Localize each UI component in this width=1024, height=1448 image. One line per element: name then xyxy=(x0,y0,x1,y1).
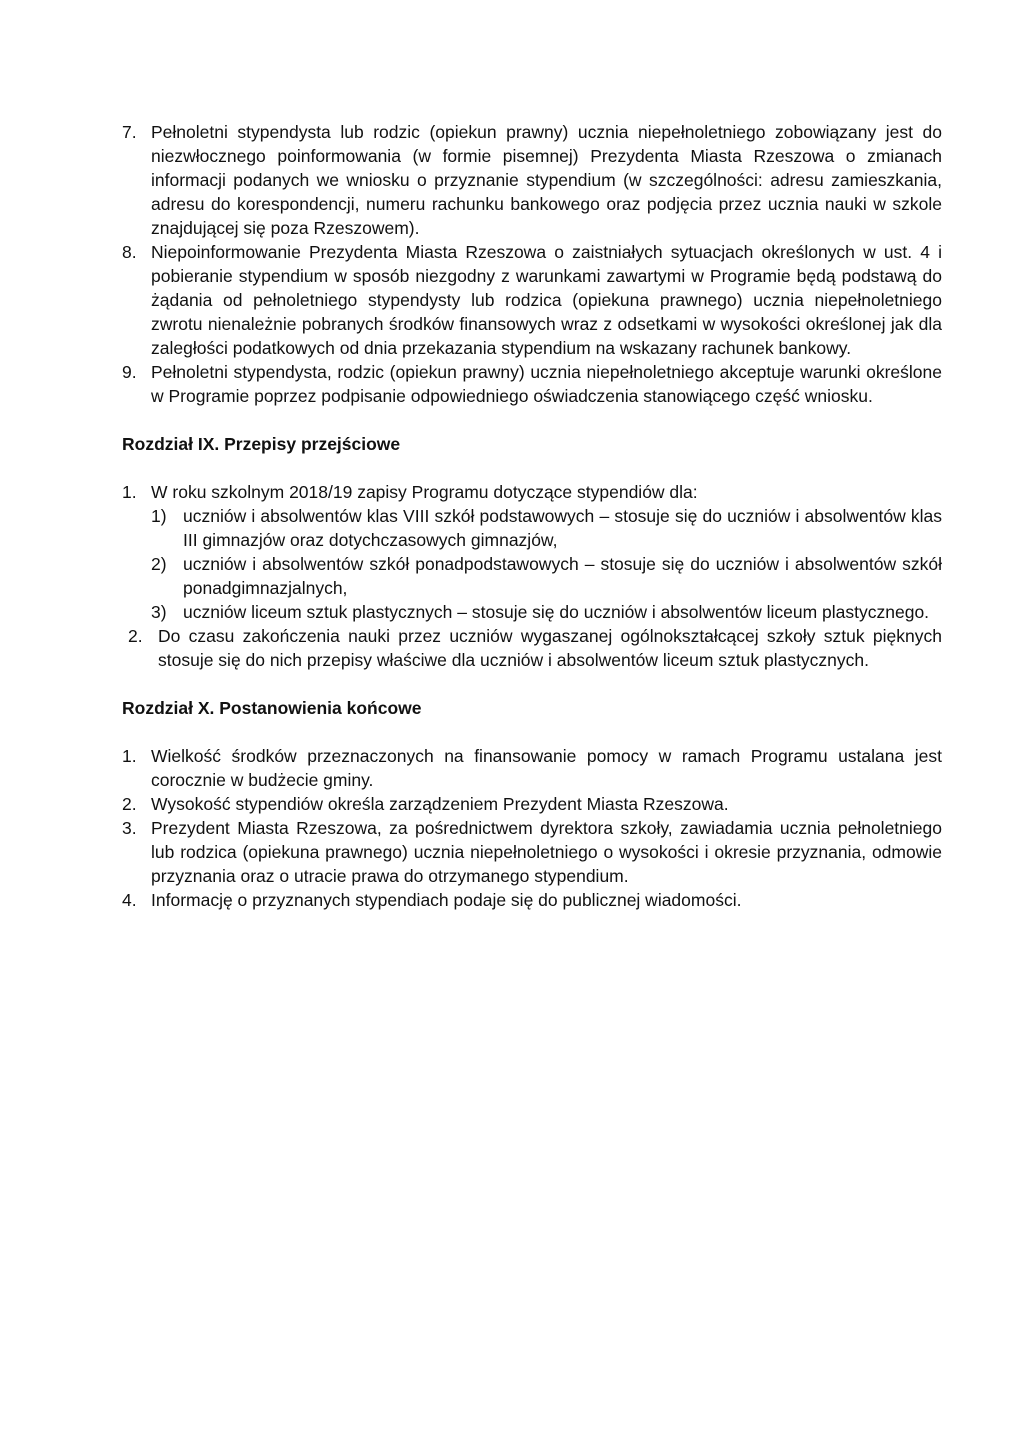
item-number: 3. xyxy=(122,818,137,838)
list-item xyxy=(122,744,942,792)
item-text: Informację o przyznanych stypendiach podaje się do publicznej wiadomości. xyxy=(151,890,742,910)
item-number: 1. xyxy=(122,746,137,766)
item-text: W roku szkolnym 2018/19 zapisy Programu dotyczące stypendiów dla: xyxy=(151,482,698,502)
list-item xyxy=(122,888,942,912)
list-item xyxy=(122,120,942,240)
item-number: 4. xyxy=(122,890,137,910)
item-number: 2. xyxy=(128,626,143,646)
item-text: Pełnoletni stypendysta lub rodzic (opiekun prawny) ucznia niepełnoletniego zobowiązany jest do niezwłocznego poinformowania (w formie pisemnej) Prezydenta Miasta Rzeszowa o zmianach informacji podanych we wniosku o przyznanie stypendium (w szczególności: adresu zamieszkania, adresu do korespondencji, numeru rachunku bankowego oraz podjęcia przez ucznia nauki w szkole znajdującej się poza Rzeszowem). xyxy=(151,122,942,238)
item-number: 9. xyxy=(122,362,137,382)
item-text: Prezydent Miasta Rzeszowa, za pośrednictwem dyrektora szkoły, zawiadamia ucznia pełnoletniego lub rodzica (opiekuna prawnego) ucznia niepełnoletniego o wysokości i okresie przyznania, odmowie przyznania oraz o utracie prawa do otrzymanego stypendium. xyxy=(151,818,942,886)
item-text: Niepoinformowanie Prezydenta Miasta Rzeszowa o zaistniałych sytuacjach określonych w ust. 4 i pobieranie stypendium w sposób niezgodny z warunkami zawartymi w Programie będą podstawą do żądania od pełnoletniego stypendysty lub rodzica (opiekuna prawnego) ucznia niepełnoletniego zwrotu nienależnie pobranych środków finansowych wraz z odsetkami w wysokości określonej jak dla zaległości podatkowych od dnia przekazania stypendium na wskazany rachunek bankowy. xyxy=(151,242,942,358)
item-number: 8. xyxy=(122,242,137,262)
subitem-number: 3) xyxy=(151,602,167,622)
subitem-text: uczniów i absolwentów szkół ponadpodstawowych – stosuje się do uczniów i absolwentów szkół ponadgimnazjalnych, xyxy=(183,554,942,598)
subitem-number: 1) xyxy=(151,506,167,526)
chapter-x-heading: Rozdział X. Postanowienia końcowe xyxy=(122,698,422,718)
subitem-number: 2) xyxy=(151,554,167,574)
item-text: Wysokość stypendiów określa zarządzeniem Prezydent Miasta Rzeszowa. xyxy=(151,794,729,814)
list-item xyxy=(122,240,942,360)
sub-list-item xyxy=(122,600,942,624)
item-text: Wielkość środków przeznaczonych na finansowanie pomocy w ramach Programu ustalana jest corocznie w budżecie gminy. xyxy=(151,746,942,790)
sub-list-item xyxy=(122,552,942,600)
item-text: Pełnoletni stypendysta, rodzic (opiekun prawny) ucznia niepełnoletniego akceptuje warunki określone w Programie poprzez podpisanie odpowiedniego oświadczenia stanowiącego część wniosku. xyxy=(151,362,942,406)
item-number: 2. xyxy=(122,794,137,814)
list-item xyxy=(122,624,942,672)
item-number: 1. xyxy=(122,482,137,502)
item-text: Do czasu zakończenia nauki przez uczniów wygaszanej ogólnokształcącej szkoły sztuk pięknych stosuje się do nich przepisy właściwe dla uczniów i absolwentów liceum sztuk plastycznych. xyxy=(158,626,942,670)
document-content xyxy=(122,120,942,912)
sub-list-item xyxy=(122,504,942,552)
list-item xyxy=(122,816,942,888)
chapter-ix-heading: Rozdział IX. Przepisy przejściowe xyxy=(122,434,401,454)
subitem-text: uczniów liceum sztuk plastycznych – stosuje się do uczniów i absolwentów liceum plastycznego. xyxy=(183,602,930,622)
subitem-text: uczniów i absolwentów klas VIII szkół podstawowych – stosuje się do uczniów i absolwentów klas III gimnazjów oraz dotychczasowych gimnazjów, xyxy=(183,506,942,550)
item-number: 7. xyxy=(122,122,137,142)
list-item xyxy=(122,360,942,408)
list-item xyxy=(122,792,942,816)
list-item xyxy=(122,480,942,504)
